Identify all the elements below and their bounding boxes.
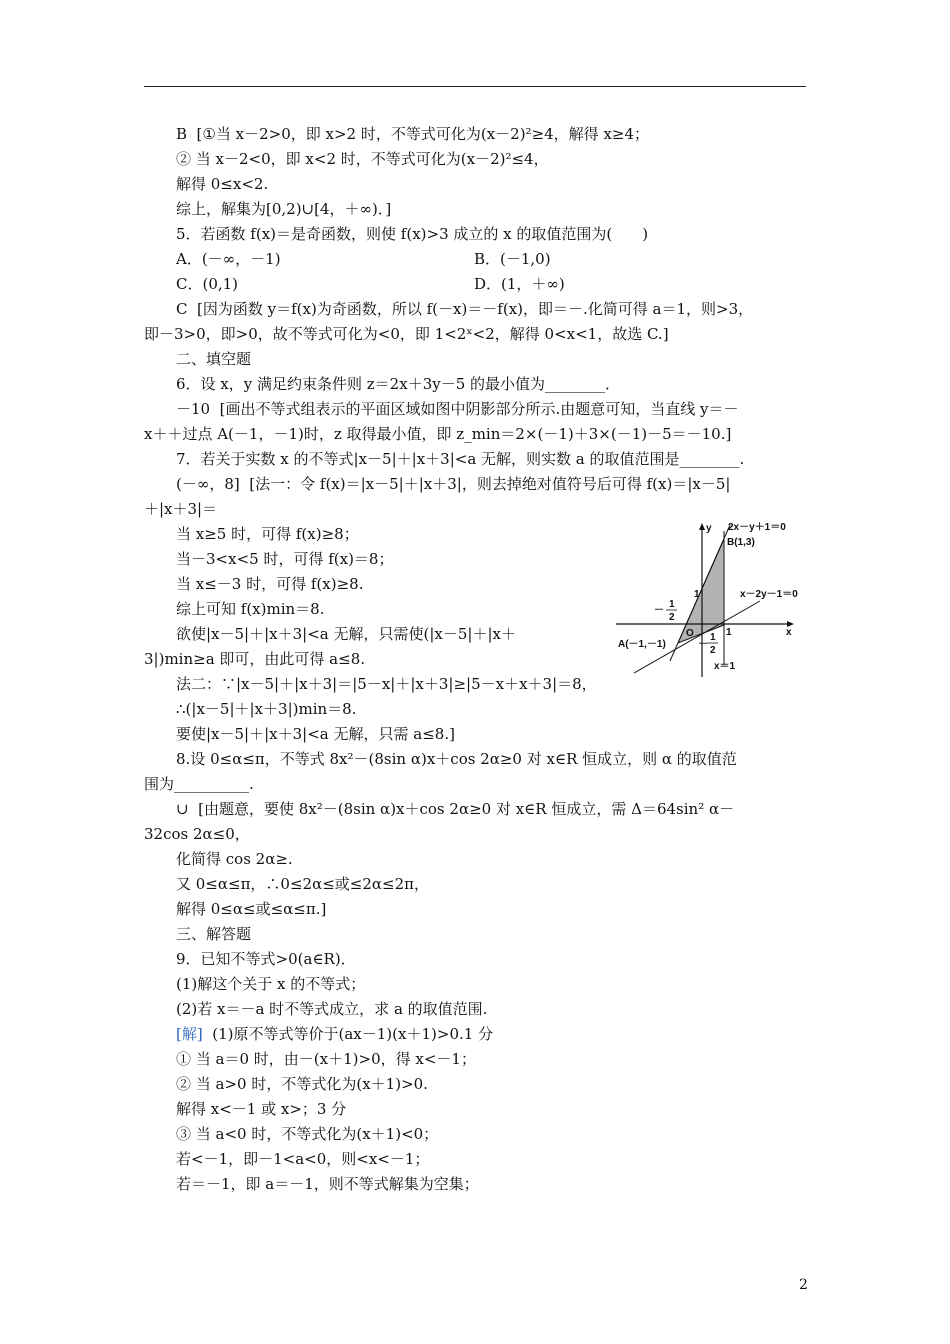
text-line: ② 当 a>0 时，不等式化为(x＋1)>0. <box>176 1075 428 1093</box>
neg-half-num: 1 <box>669 599 675 610</box>
text-line: 法二：∵|x－5|＋|x＋3|＝|5－x|＋|x＋3|≥|5－x＋x＋3|＝8， <box>176 675 597 693</box>
section-heading: 三、解答题 <box>176 925 252 943</box>
option-d: D．(1，＋∞) <box>474 275 565 293</box>
option-c: C．(0,1) <box>176 275 239 293</box>
origin-label: O <box>686 628 694 639</box>
y-axis-arrow <box>699 523 705 530</box>
page-number: 2 <box>799 1277 808 1293</box>
text-line: 解得 0≤α≤或≤α≤π.] <box>176 900 327 918</box>
text-line: 若<－1，即－1<a<0，则<x<－1； <box>176 1150 430 1168</box>
feasible-region-figure <box>614 519 804 681</box>
text-line: 化简得 cos 2α≥. <box>176 850 293 868</box>
question-5: 5．若函数 f(x)＝是奇函数，则使 f(x)>3 成立的 x 的取值范围为( ) <box>176 225 649 243</box>
text-line: ③ 当 a<0 时，不等式化为(x＋1)<0； <box>176 1125 439 1143</box>
neg-half-den: 2 <box>669 612 675 623</box>
text-line: ② 当 x－2<0，即 x<2 时，不等式可化为(x－2)²≤4， <box>176 150 549 168</box>
text-line: 若＝－1，即 a＝－1，则不等式解集为空集； <box>176 1175 479 1193</box>
text-line: 综上，解集为[0,2)∪[4，＋∞)．] <box>176 200 392 218</box>
text-line: 当 x≥5 时，可得 f(x)≥8； <box>176 525 359 543</box>
text-line: 又 0≤α≤π，∴0≤2α≤或≤2α≤2π， <box>176 875 430 893</box>
neg-half-y-num: 1 <box>710 632 716 643</box>
neg-half-y-den: 2 <box>710 645 716 656</box>
solution-line <box>176 1024 493 1044</box>
text-line: ∴(|x－5|＋|x＋3|)min＝8. <box>176 700 357 718</box>
y-tick-one: 1 <box>694 589 700 600</box>
option-a: A．(－∞，－1) <box>176 250 281 268</box>
text-line: 解得 x<－1 或 x>；3 分 <box>176 1100 347 1118</box>
y-axis-label: y <box>706 523 712 534</box>
line1-label: 2x－y＋1＝0 <box>728 522 786 533</box>
text-line: (1)解这个关于 x 的不等式； <box>176 975 366 993</box>
text-line: 3|)min≥a 即可，由此可得 a≤8. <box>144 650 366 668</box>
text-line: 要使|x－5|＋|x＋3|<a 无解，只需 a≤8.] <box>176 725 455 743</box>
text-line: C [因为函数 y＝f(x)为奇函数，所以 f(－x)＝－f(x)，即＝－.化简可得 a＝1，则>3， <box>176 300 754 318</box>
text-line: 欲使|x－5|＋|x＋3|<a 无解，只需使(|x－5|＋|x＋ <box>176 625 516 643</box>
header-rule <box>144 86 806 87</box>
text-line: B [①当 x－2>0，即 x>2 时，不等式可化为(x－2)²≥4，解得 x≥4； <box>176 125 650 143</box>
text-line: (2)若 x＝－a 时不等式成立，求 a 的取值范围. <box>176 1000 488 1018</box>
text-line: －10 [画出不等式组表示的平面区域如图中阴影部分所示.由题意可知，当直线 y＝－ <box>176 400 739 418</box>
section-heading: 二、填空题 <box>176 350 252 368</box>
text-line: ∪ [由题意，要使 8x²－(8sin α)x＋cos 2α≥0 对 x∈R 恒成立，需 Δ＝64sin² α－ <box>176 800 735 818</box>
option-b: B．(－1,0) <box>474 250 551 268</box>
solution-tag: [解] <box>176 1025 203 1043</box>
text-line: 综上可知 f(x)min＝8. <box>176 600 325 618</box>
text-line: 围为__________. <box>144 775 254 793</box>
neg-half-y-minus: － <box>698 639 708 650</box>
line2-label: x－2y－1＝0 <box>740 589 798 600</box>
x-tick-one: 1 <box>726 627 732 638</box>
point-b-label: B(1,3) <box>727 537 755 548</box>
text-line: 当－3<x<5 时，可得 f(x)＝8； <box>176 550 394 568</box>
neg-half-minus: － <box>654 605 664 616</box>
text-line: ① 当 a＝0 时，由－(x＋1)>0，得 x<－1； <box>176 1050 476 1068</box>
question-6: 6．设 x，y 满足约束条件则 z＝2x＋3y－5 的最小值为________． <box>176 375 621 393</box>
question-8: 8.设 0≤α≤π，不等式 8x²－(8sin α)x＋cos 2α≥0 对 x∈R 恒成立，则 α 的取值范 <box>176 750 737 768</box>
text-line: x＋＋过点 A(－1，－1)时，z 取得最小值，即 z_min＝2×(－1)＋3×(－1)－5＝－10.] <box>144 425 732 443</box>
text-line: 即－3>0，即>0，故不等式可化为<0，即 1<2ˣ<2，解得 0<x<1，故选 C.] <box>144 325 669 343</box>
text-line: 32cos 2α≤0， <box>144 825 250 843</box>
x-axis-label: x <box>786 627 792 638</box>
text-line: 当 x≤－3 时，可得 f(x)≥8. <box>176 575 364 593</box>
text-line: 解得 0≤x<2. <box>176 175 269 193</box>
line3-label: x＝1 <box>714 661 736 672</box>
point-a-label: A(－1,－1) <box>618 639 666 650</box>
solution-text: (1)原不等式等价于(ax－1)(x＋1)>0.1 分 <box>212 1025 494 1043</box>
text-line: ＋|x＋3|＝ <box>144 500 218 518</box>
text-line: (－∞，8] [法一：令 f(x)＝|x－5|＋|x＋3|，则去掉绝对值符号后可得 f(x)＝|x－5| <box>176 475 731 493</box>
question-7: 7．若关于实数 x 的不等式|x－5|＋|x＋3|<a 无解，则实数 a 的取值范围是________. <box>176 450 745 468</box>
question-9: 9．已知不等式>0(a∈R)． <box>176 950 356 968</box>
